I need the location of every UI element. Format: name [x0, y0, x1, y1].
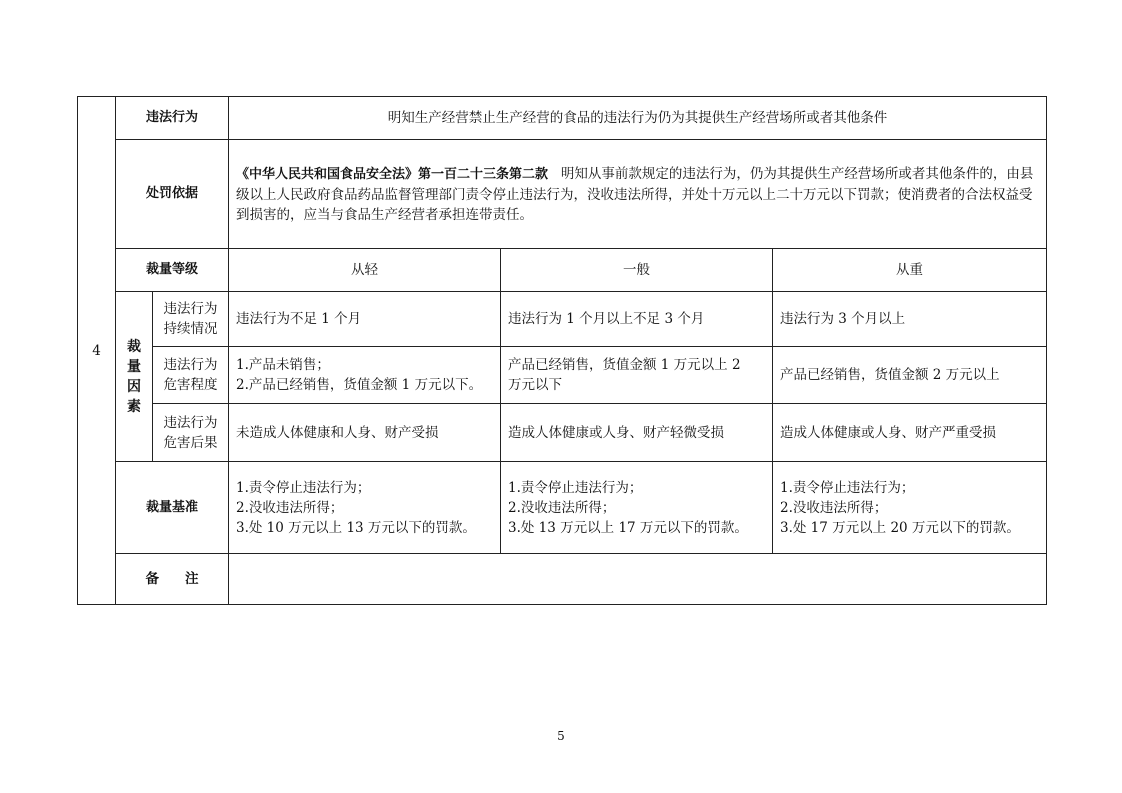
violation-text: 明知生产经营禁止生产经营的食品的违法行为仍为其提供生产经营场所或者其他条件	[229, 97, 1047, 140]
factors-heading	[116, 292, 153, 462]
page-number: 5	[557, 729, 565, 743]
factor-row	[78, 347, 1047, 404]
duration-heavy: 违法行为 3 个月以上	[773, 292, 1047, 347]
factor-name-duration	[153, 292, 229, 347]
factors-heading-char: 裁	[127, 338, 141, 355]
severity-heavy: 产品已经销售，货值金额 2 万元以上	[773, 347, 1047, 404]
remarks-label-char: 注	[185, 571, 199, 587]
severity-normal	[501, 347, 773, 404]
remarks-content	[229, 554, 1047, 605]
consequence-heavy: 造成人体健康或人身、财产严重受损	[773, 404, 1047, 462]
cell-line: 3.处 13 万元以上 17 万元以下的罚款。	[508, 519, 748, 536]
standard-normal	[501, 462, 773, 554]
cell-line: 1.责令停止违法行为；	[508, 479, 643, 496]
standard-row	[78, 462, 1047, 554]
factor-name-severity	[153, 347, 229, 404]
cell-line: 2.没收违法所得；	[780, 499, 888, 516]
cell-line: 1.责令停止违法行为；	[780, 479, 915, 496]
violation-row	[78, 97, 1047, 140]
factor-name-line: 违法行为	[163, 301, 218, 317]
cell-line: 3.处 10 万元以上 13 万元以下的罚款。	[236, 519, 476, 536]
severity-light	[229, 347, 501, 404]
cell-line: 2.产品已经销售，货值金额 1 万元以下。	[236, 377, 483, 393]
factors-heading-char: 因	[127, 378, 141, 395]
cell-line: 1.责令停止违法行为；	[236, 479, 371, 496]
level-heavy: 从重	[773, 249, 1047, 292]
cell-line: 3.处 17 万元以上 20 万元以下的罚款。	[780, 519, 1020, 536]
violation-label: 违法行为	[116, 97, 229, 140]
factor-name-line: 违法行为	[163, 414, 218, 431]
standard-light	[229, 462, 501, 554]
factors-heading-char: 素	[127, 398, 141, 415]
duration-light: 违法行为不足 1 个月	[229, 292, 501, 347]
consequence-normal: 造成人体健康或人身、财产轻微受损	[501, 404, 773, 462]
law-reference: 《中华人民共和国食品安全法》第一百二十三条第二款	[236, 166, 549, 182]
factor-name-line: 危害程度	[163, 377, 218, 393]
factor-row	[78, 404, 1047, 462]
standard-label: 裁量基准	[116, 462, 229, 554]
consequence-light: 未造成人体健康和人身、财产受损	[229, 404, 501, 462]
cell-line: 2.没收违法所得；	[236, 499, 344, 516]
penalty-basis-row	[78, 140, 1047, 249]
factor-row	[78, 292, 1047, 347]
remarks-label-char: 备	[145, 571, 159, 587]
level-light: 从轻	[229, 249, 501, 292]
levels-label: 裁量等级	[116, 249, 229, 292]
factor-name-line: 危害后果	[163, 434, 218, 451]
factor-name-line: 违法行为	[163, 357, 218, 373]
remarks-label	[116, 554, 229, 605]
factors-heading-char: 量	[127, 358, 141, 375]
law-text: 明知从事前款规定的违法行为，仍为其提供生产经营场所或者其他条件的，由县级以上人民政府食品药品监督管理部门责令停止违法行为，没收违法所得，并处十万元以上二十万元以下罚款；使消费者的合法权益受到损害的，应当与食品生产经营者承担连带责任。	[236, 165, 1034, 223]
penalty-basis-content	[229, 140, 1047, 249]
level-normal: 一般	[501, 249, 773, 292]
remarks-row	[78, 554, 1047, 605]
cell-line: 1.产品未销售；	[236, 357, 330, 373]
levels-row	[78, 249, 1047, 292]
penalty-basis-label: 处罚依据	[116, 140, 229, 249]
cell-line: 2.没收违法所得；	[508, 499, 616, 516]
cell-line: 产品已经销售，货值金额 1 万元以上 2	[508, 357, 741, 373]
cell-line: 万元以下	[508, 377, 563, 393]
factor-name-consequence	[153, 404, 229, 462]
standard-heavy	[773, 462, 1047, 554]
penalty-discretion-table	[77, 96, 1047, 605]
duration-normal: 违法行为 1 个月以上不足 3 个月	[501, 292, 773, 347]
factor-name-line: 持续情况	[163, 321, 218, 337]
row-number: 4	[78, 97, 116, 605]
